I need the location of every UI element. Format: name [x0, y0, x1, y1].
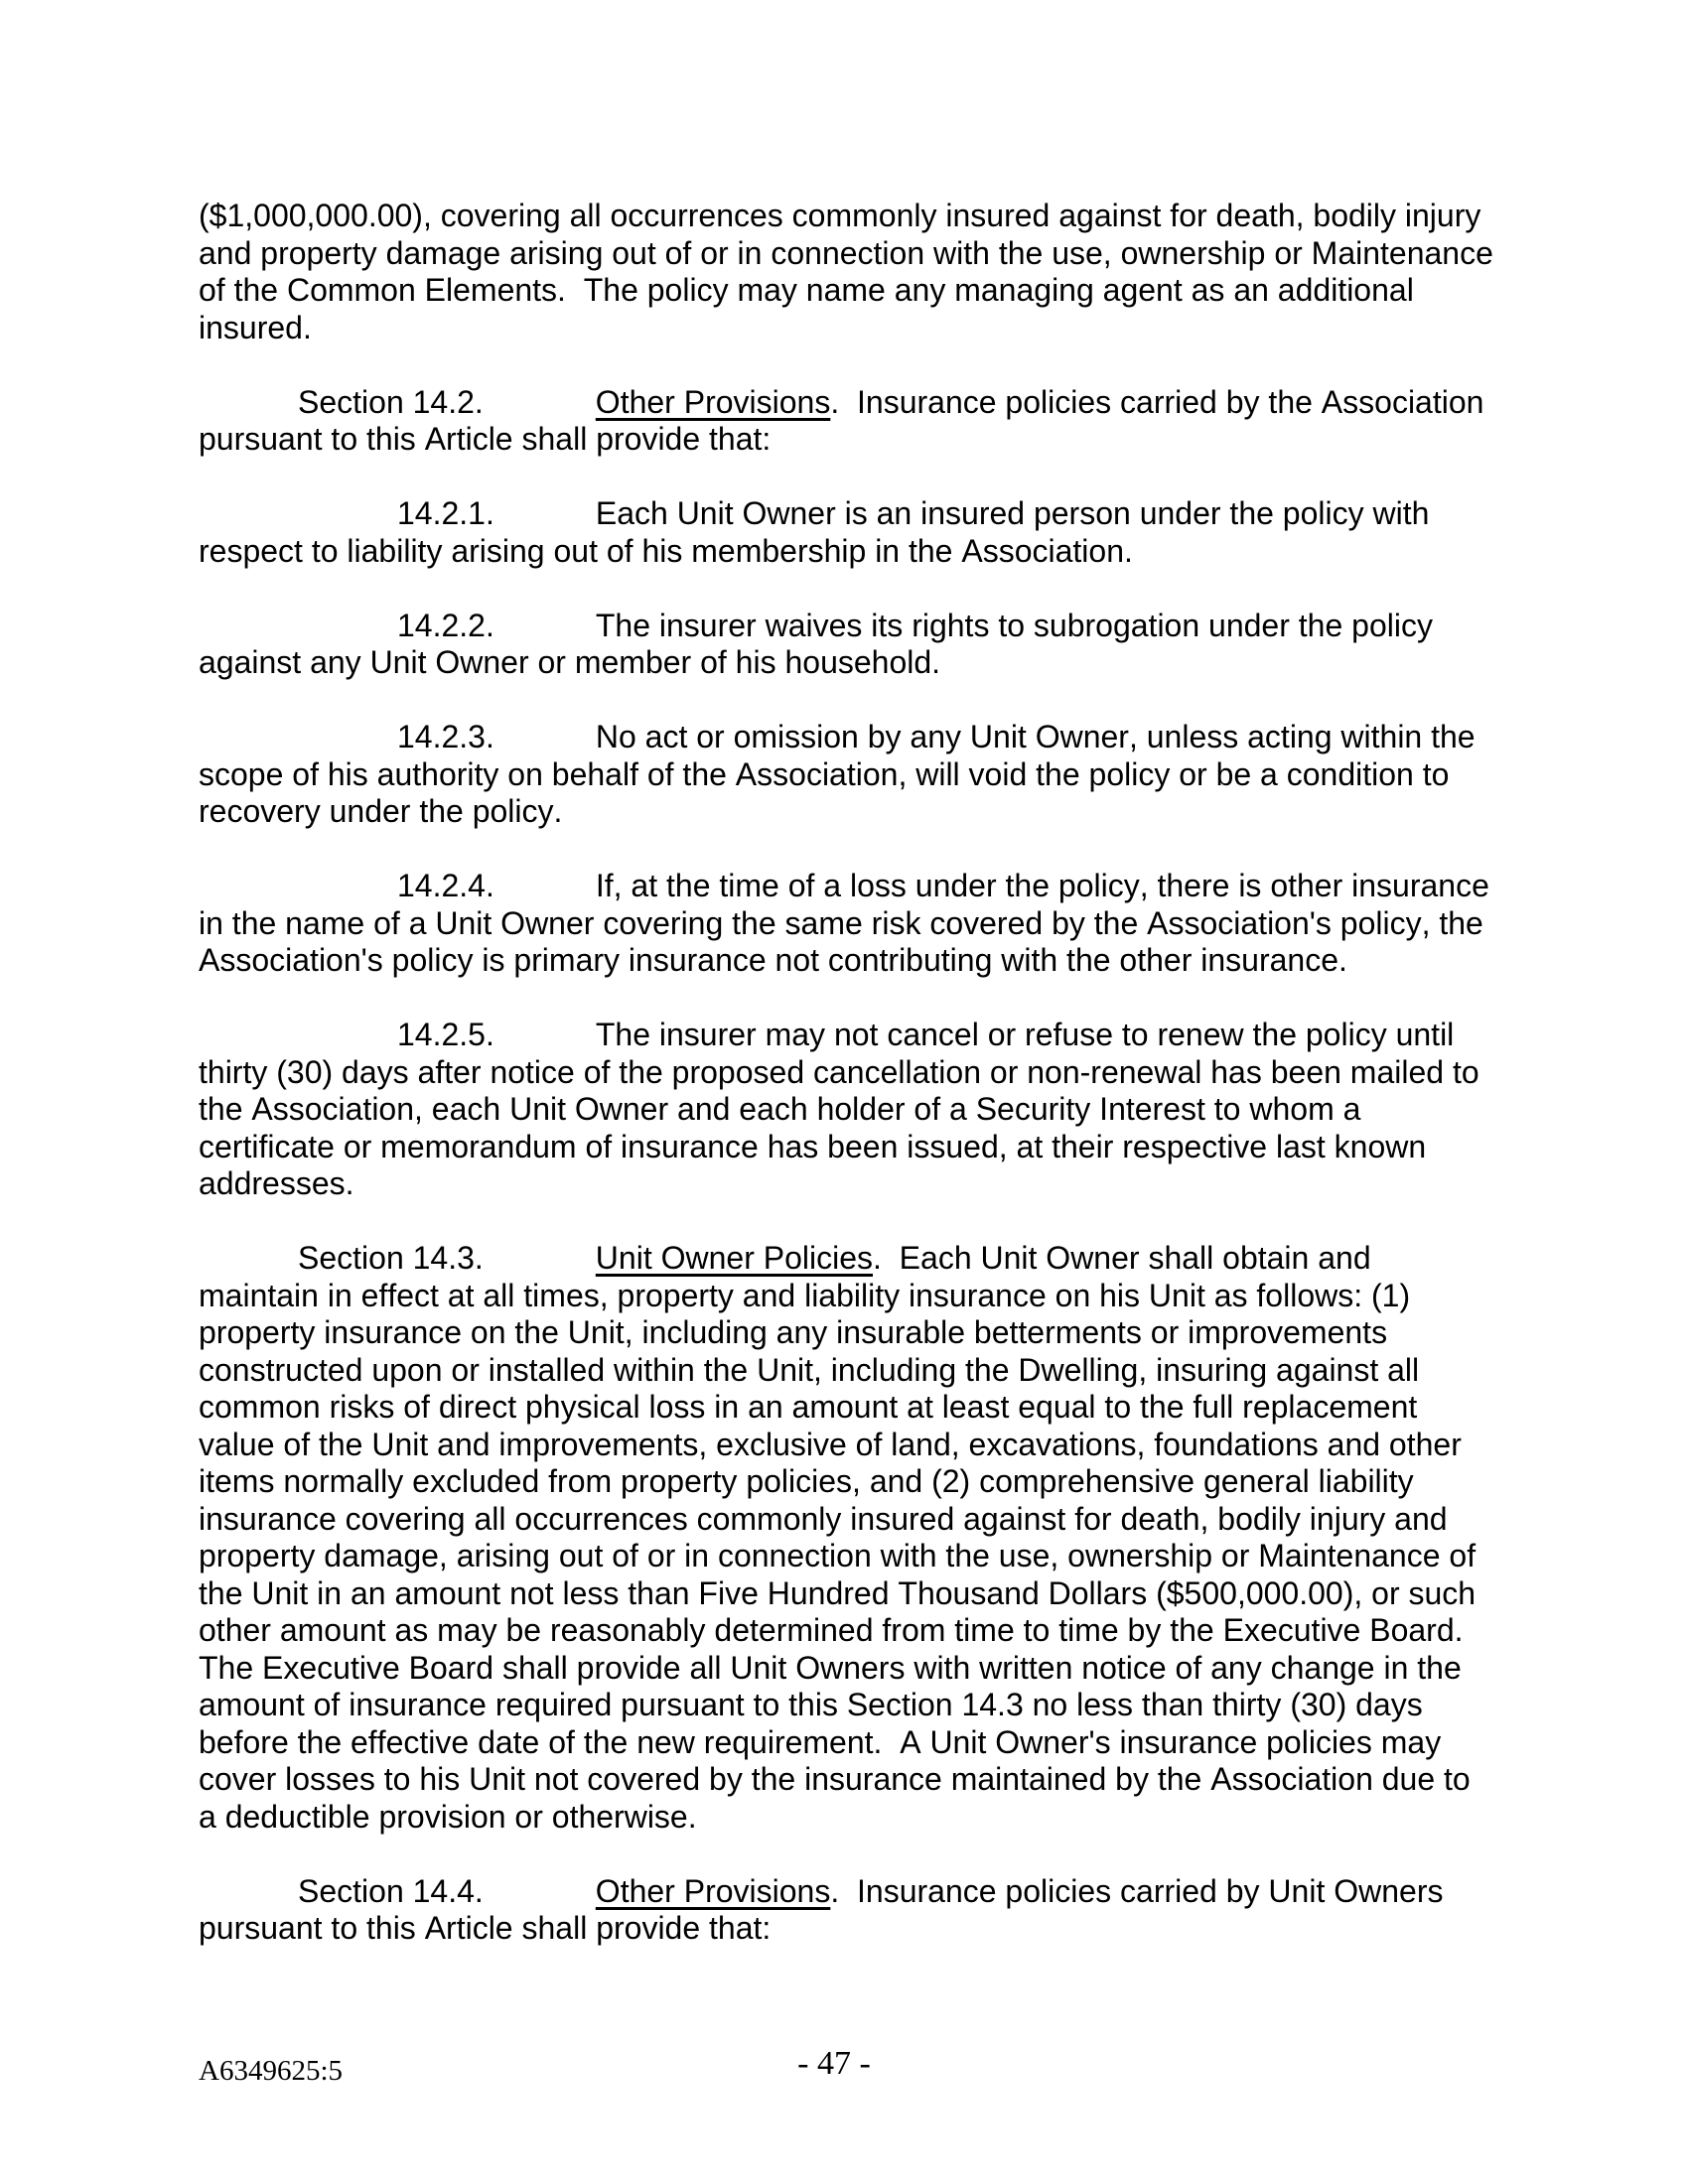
- paragraph-text: The insurer may not cancel or refuse to renew the policy until thirty (30) days after notice of the proposed cancellation or non-renewal has been mailed to the Association, each Unit Owner and each holder of a Security Interest to whom a certificate or memorandum of insurance has been issued, at their respective last known addresses.: [199, 1017, 1479, 1201]
- section-number: 14.2.5.: [397, 1017, 494, 1052]
- paragraph-text: Each Unit Owner is an insured person under the policy with respect to liability arising out of his membership in the Association.: [199, 495, 1430, 569]
- paragraph: [199, 608, 1496, 682]
- section-number: Section 14.4.: [298, 1872, 484, 1909]
- paragraph-text: Insurance policies carried by the Association pursuant to this Article shall provide that:: [199, 383, 1484, 457]
- paragraph-text: Each Unit Owner shall obtain and maintain in effect at all times, property and liability insurance on his Unit as follows: (1) property insurance on the Unit, including any insurable betterments or improvements constructed upon or installed within the Unit, including the Dwelling, insuring against all common risks of direct physical loss in an amount at least equal to the full replacement value of the Unit and improvements, exclusive of land, excavations, foundations and other items normally excluded from property policies, and (2) comprehensive general liability insurance covering all occurrences commonly insured against for death, bodily injury and property damage, arising out of or in connection with the use, ownership or Maintenance of the Unit in an amount not less than Five Hundred Thousand Dollars ($500,000.00), or such other amount as may be reasonably determined from time to time by the Executive Board. The Executive Board shall provide all Unit Owners with written notice of any change in the amount of insurance required pursuant to this Section 14.3 no less than thirty (30) days before the effective date of the new requirement. A Unit Owner's insurance policies may cover losses to his Unit not covered by the insurance maintained by the Association due to a deductible provision or otherwise.: [199, 1240, 1477, 1835]
- document-body: [199, 198, 1496, 1984]
- paragraph: [199, 198, 1496, 346]
- paragraph: [199, 868, 1496, 980]
- heading-separator: .: [830, 1872, 857, 1909]
- paragraph: [199, 495, 1496, 570]
- paragraph-text: The insurer waives its rights to subrogation under the policy against any Unit Owner or member of his household.: [199, 607, 1433, 680]
- paragraph: [199, 1873, 1496, 1948]
- paragraph: [199, 719, 1496, 831]
- paragraph-text: No act or omission by any Unit Owner, unless acting within the scope of his authority on behalf of the Association, will void the policy or be a condition to recovery under the policy.: [199, 719, 1476, 829]
- paragraph: [199, 384, 1496, 459]
- section-number: 14.2.4.: [397, 868, 494, 903]
- page-number: - 47 -: [797, 2045, 871, 2082]
- document-number: A6349625:5: [199, 2055, 343, 2087]
- section-number: Section 14.3.: [298, 1240, 484, 1276]
- section-number: 14.2.2.: [397, 607, 494, 643]
- underlined-heading: Unit Owner Policies: [595, 1240, 873, 1276]
- section-number: 14.2.1.: [397, 495, 494, 531]
- underlined-heading: Other Provisions: [595, 383, 831, 420]
- paragraph-text: If, at the time of a loss under the policy, there is other insurance in the name of a Unit Owner covering the same risk covered by the Association's policy, the Association's policy is primary insurance not contributing with the other insurance.: [199, 868, 1489, 978]
- section-number: Section 14.2.: [298, 383, 484, 420]
- paragraph-text: Insurance policies carried by Unit Owners pursuant to this Article shall provide that:: [199, 1872, 1444, 1946]
- paragraph: [199, 1240, 1496, 1836]
- paragraph-text: ($1,000,000.00), covering all occurrences commonly insured against for death, bodily injury and property damage arising out of or in connection with the use, ownership or Maintenance of the Common Elements. The policy may name any managing agent as an additional insured.: [199, 198, 1493, 345]
- underlined-heading: Other Provisions: [595, 1872, 831, 1909]
- page-footer: [0, 2047, 1688, 2087]
- heading-separator: .: [830, 383, 857, 420]
- paragraph: [199, 1017, 1496, 1203]
- section-number: 14.2.3.: [397, 719, 494, 754]
- heading-separator: .: [873, 1240, 900, 1276]
